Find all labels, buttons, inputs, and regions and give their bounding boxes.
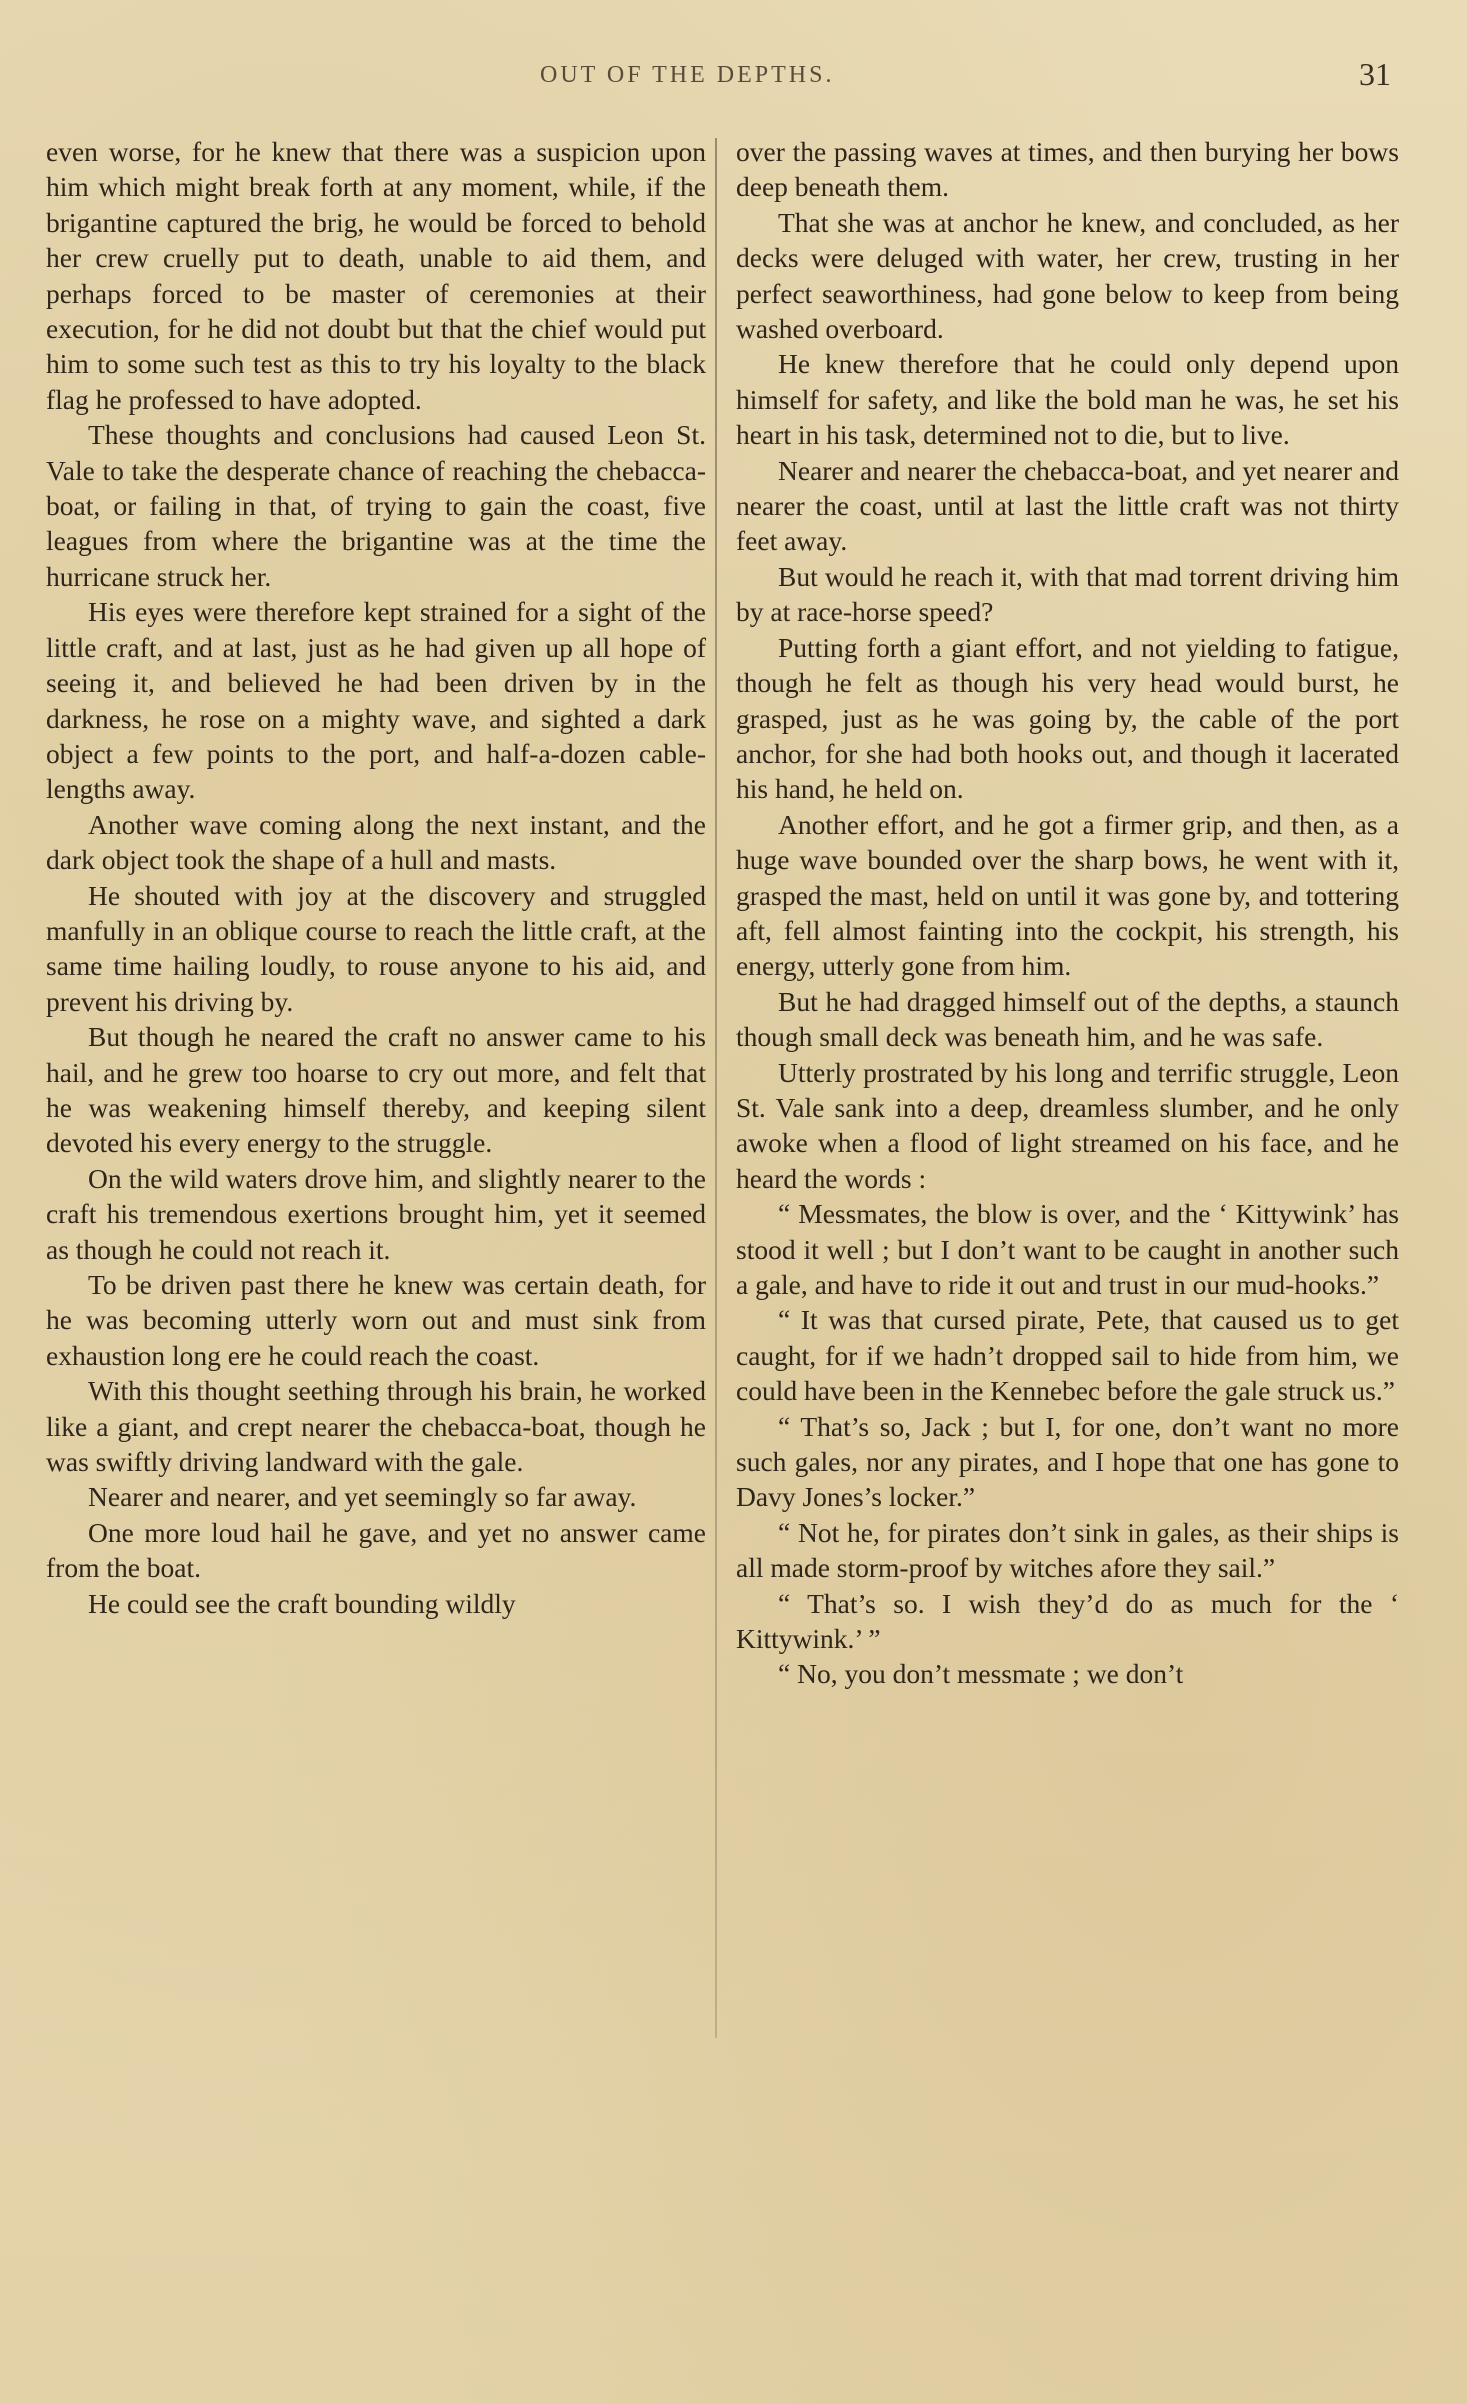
paragraph: even worse, for he knew that there was a suspicion upon him which might break forth at any moment, while, if the brigantine captured the brig, he would be forced to behold her crew cruelly put to death, unable to aid them, and perhaps forced to be master of ceremonies at their execution, for he did not doubt but that the chief would put him to some such test as this to try his loyalty to the black flag he professed to have adopted. <box>46 136 706 415</box>
paragraph: “ No, you don’t messmate ; we don’t <box>778 1658 1184 1690</box>
paragraph: Nearer and nearer the chebacca-boat, and yet nearer and nearer the coast, until at last the little craft was not thirty feet away. <box>736 454 1399 557</box>
paragraph: “ That’s so. I wish they’d do as much for the ‘ Kittywink.’ ” <box>736 1587 1399 1655</box>
running-title: OUT OF THE DEPTHS. <box>540 62 835 88</box>
right-column <box>736 134 1399 1692</box>
paragraph: He could see the craft bounding wildly <box>88 1587 516 1619</box>
paragraph: “ Messmates, the blow is over, and the ‘ Kittywink’ has stood it well ; but I don’t want to be caught in another such a gale, and have to ride it out and trust in our mud-hooks.” <box>736 1198 1399 1300</box>
paragraph: To be driven past there he knew was certain death, for he was becoming utterly worn out and must sink from exhaustion long ere he could reach the coast. <box>46 1269 706 1371</box>
paragraph: “ It was that cursed pirate, Pete, that caused us to get caught, for if we hadn’t dropped sail to hide from him, we could have been in the Kennebec before the gale struck us.” <box>736 1304 1399 1407</box>
paragraph: With this thought seething through his brain, he worked like a giant, and crept nearer the chebacca-boat, though he was swiftly driving landward with the gale. <box>46 1375 706 1478</box>
page-number: 31 <box>1359 56 1391 92</box>
paragraph: But he had dragged himself out of the depths, a staunch though small deck was beneath him, and he was safe. <box>736 985 1399 1053</box>
paragraph: Nearer and nearer, and yet seemingly so far away. <box>88 1481 637 1513</box>
paragraph: He shouted with joy at the discovery and struggled manfully in an oblique course to reach the little craft, at the same time hailing loudly, to rouse anyone to his aid, and prevent his driving by. <box>46 879 706 1017</box>
paragraph: Putting forth a giant effort, and not yielding to fatigue, though he felt as though his very head would burst, he grasped, just as he was going by, the cable of the port anchor, for she had both hooks out, and though it lacerated his hand, he held on. <box>736 631 1399 805</box>
paragraph: “ Not he, for pirates don’t sink in gales, as their ships is all made storm-proof by witches afore they sail.” <box>736 1516 1399 1584</box>
paragraph: over the passing waves at times, and then burying her bows deep beneath them. <box>736 136 1399 203</box>
column-divider <box>715 138 717 2038</box>
paragraph: On the wild waters drove him, and slightly nearer to the craft his tremendous exertions brought him, yet it seemed as though he could not reach it. <box>46 1162 706 1265</box>
paragraph: That she was at anchor he knew, and concluded, as her decks were deluged with water, her crew, trusting in her perfect seaworthiness, had gone below to keep from being washed overboard. <box>736 206 1399 345</box>
paragraph: But though he neared the craft no answer came to his hail, and he grew too hoarse to cry out more, and felt that he was weakening himself thereby, and keeping silent devoted his every energy to the struggle. <box>46 1021 706 1159</box>
paragraph: Utterly prostrated by his long and terrific struggle, Leon St. Vale sank into a deep, dreamless slumber, and he only awoke when a flood of light streamed on his face, and he heard the words : <box>736 1056 1399 1194</box>
paragraph: Another wave coming along the next instant, and the dark object took the shape of a hull and masts. <box>46 808 706 876</box>
paragraph: “ That’s so, Jack ; but I, for one, don’t want no more such gales, nor any pirates, and I hope that one has gone to Davy Jones’s locker.” <box>736 1410 1399 1513</box>
left-column <box>46 134 706 1621</box>
paragraph: These thoughts and conclusions had caused Leon St. Vale to take the desperate chance of reaching the chebacca-boat, or failing in that, of trying to gain the coast, five leagues from where the brigantine was at the time the hurricane struck her. <box>46 419 706 592</box>
paragraph: His eyes were therefore kept strained for a sight of the little craft, and at last, just as he had given up all hope of seeing it, and believed he had been driven by in the darkness, he rose on a mighty wave, and sighted a dark object a few points to the port, and half-a-dozen cable-lengths away. <box>46 596 706 805</box>
paragraph: One more loud hail he gave, and yet no answer came from the boat. <box>46 1516 706 1584</box>
paragraph: But would he reach it, with that mad torrent driving him by at race-horse speed? <box>736 560 1399 628</box>
paragraph: He knew therefore that he could only depend upon himself for safety, and like the bold man he was, he set his heart in his task, determined not to die, but to live. <box>736 348 1399 451</box>
paragraph: Another effort, and he got a firmer grip, and then, as a huge wave bounded over the sharp bows, he went with it, grasped the mast, held on until it was gone by, and tottering aft, fell almost fainting into the cockpit, his strength, his energy, utterly gone from him. <box>736 808 1399 982</box>
